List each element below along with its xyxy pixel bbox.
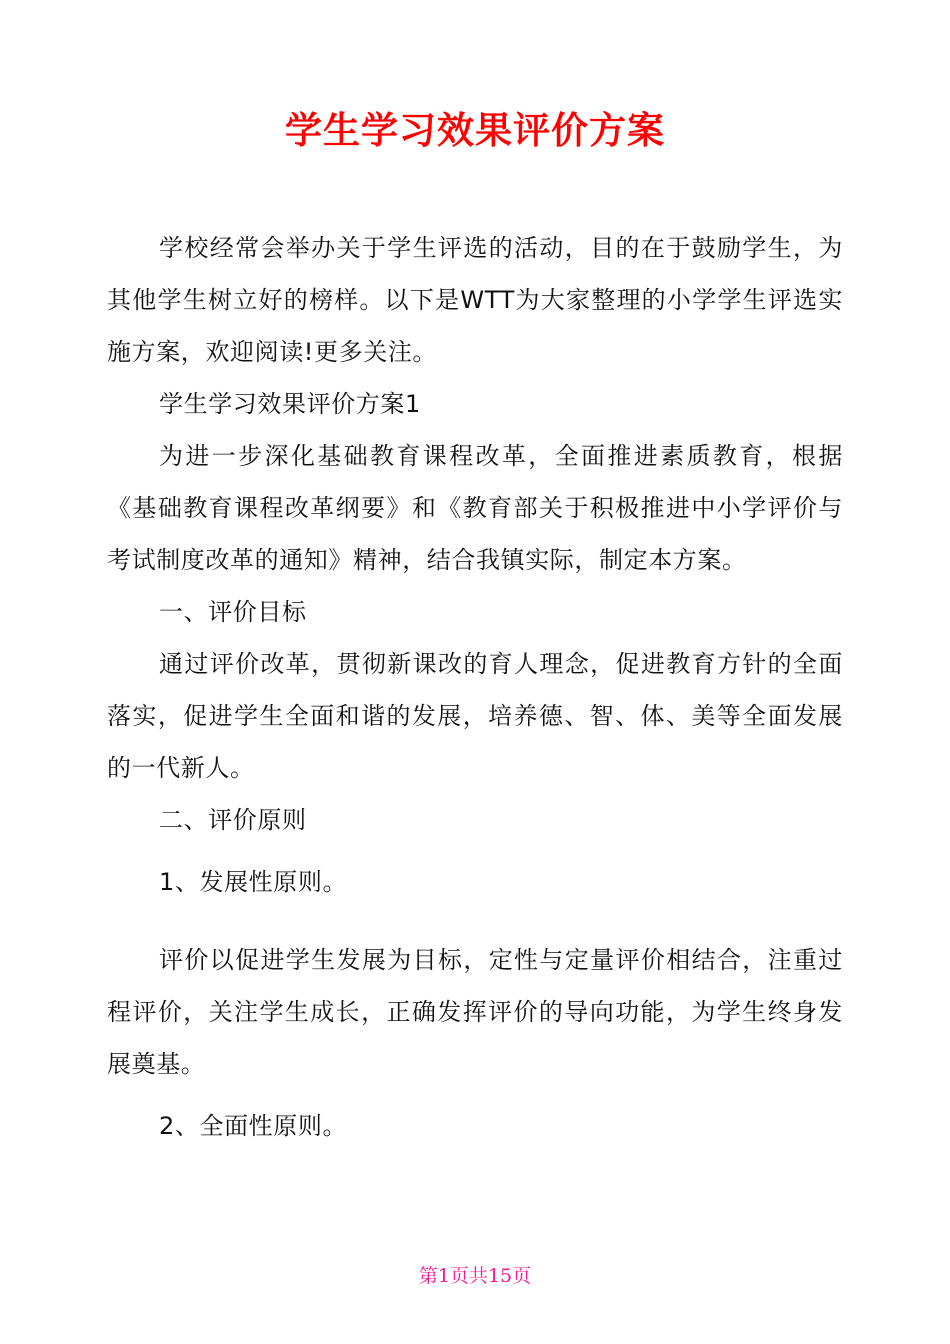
principle-1-heading: 1、发展性原则。: [159, 868, 348, 896]
heading-evaluation-principles: 二、评价原则: [159, 806, 307, 834]
goals-paragraph: 通过评价改革，贯彻新课改的育人理念，促进教育方针的全面落实，促进学生全面和谐的发展，培养德、智、体、美等全面发展的一代新人。: [107, 650, 843, 782]
heading-evaluation-goals: 一、评价目标: [159, 598, 307, 626]
principle-1-paragraph: 评价以促进学生发展为目标，定性与定量评价相结合，注重过程评价，关注学生成长，正确发挥评价的导向功能，为学生终身发展奠基。: [107, 946, 843, 1078]
document-body: [107, 222, 843, 1152]
intro-paragraph: 学校经常会举办关于学生评选的活动，目的在于鼓励学生，为其他学生树立好的榜样。以下是WTT为大家整理的小学学生评选实施方案，欢迎阅读!更多关注。: [107, 234, 843, 366]
page-number-footer: 第1页共15页: [418, 1265, 532, 1287]
principle-2-heading: 2、全面性原则。: [159, 1112, 348, 1140]
section-heading-plan-1: 学生学习效果评价方案1: [159, 390, 421, 418]
purpose-paragraph: 为进一步深化基础教育课程改革，全面推进素质教育，根据《基础教育课程改革纲要》和《教育部关于积极推进中小学评价与考试制度改革的通知》精神，结合我镇实际，制定本方案。: [107, 442, 843, 574]
page-title: 学生学习效果评价方案: [285, 109, 665, 152]
